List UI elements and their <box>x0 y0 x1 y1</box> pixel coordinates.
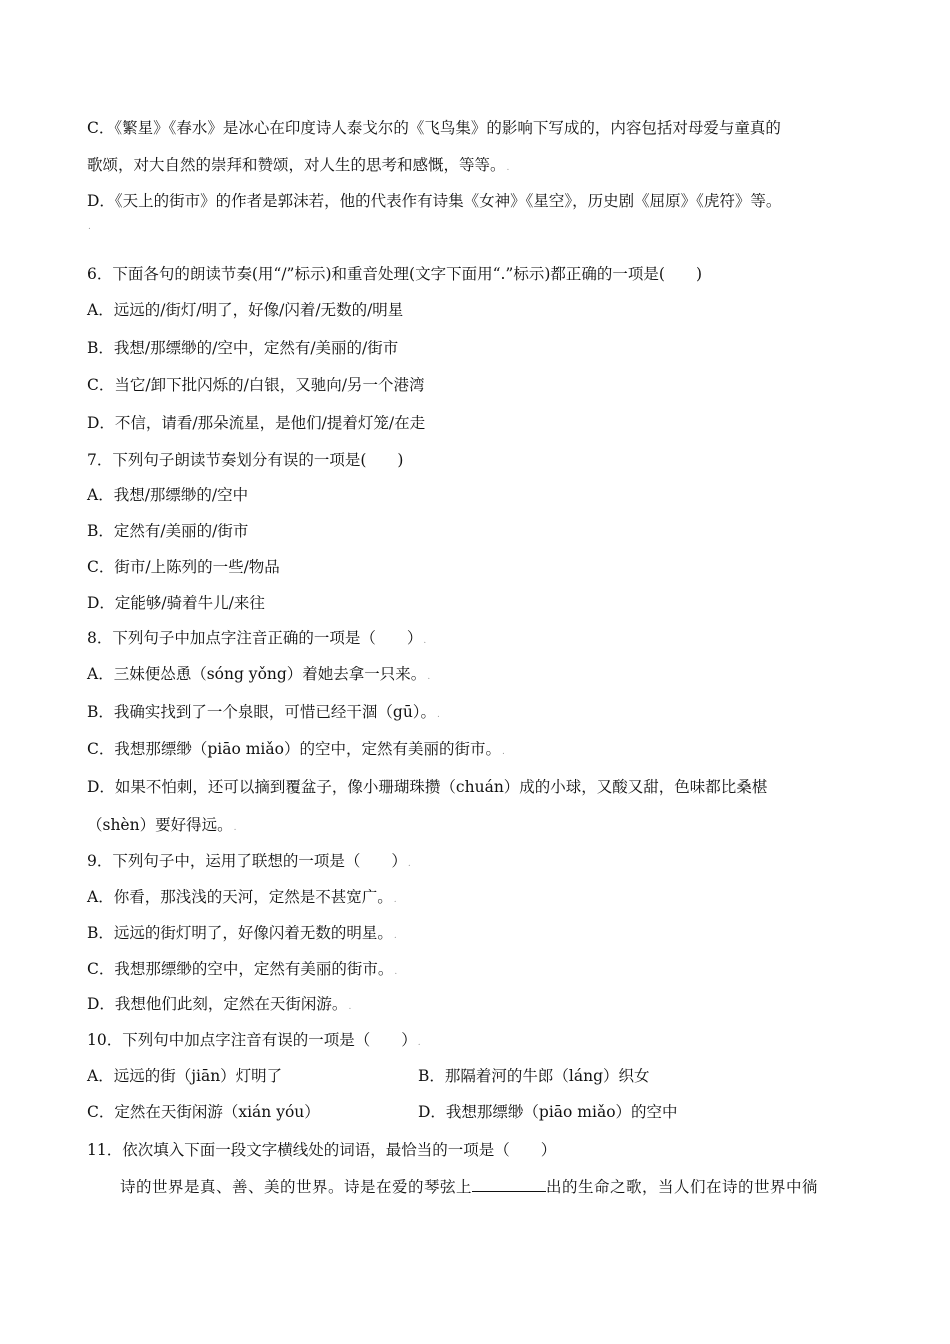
q11-stem: 11．依次填入下面一段文字横线处的词语，最恰当的一项是（ ） <box>87 1141 557 1159</box>
q10-option-c: C．定然在天街闲游（xián yóu） <box>87 1103 320 1121</box>
q8-option-a: A．三妹便怂恿（sóng yǒng）着她去拿一只来。. <box>87 665 431 683</box>
q9-stem: 9．下列句子中，运用了联想的一项是（ ）. <box>87 852 411 870</box>
q8-stem: 8．下列句子中加点字注音正确的一项是（ ）. <box>87 629 427 647</box>
q5-option-c-line2: 歌颂，对大自然的崇拜和赞颂，对人生的思考和感慨，等等。. <box>87 156 510 174</box>
q6-option-b: B．我想/那缥缈的/空中，定然有/美丽的/街市 <box>87 339 399 357</box>
q9-option-a: A．你看，那浅浅的天河，定然是不甚宽广。. <box>87 888 397 906</box>
q7-option-c: C．街市/上陈列的一些/物品 <box>87 558 280 576</box>
q5-option-c-line1: C．《繁星》《春水》是冰心在印度诗人泰戈尔的《飞鸟集》的影响下写成的，内容包括对母爱与童真的 <box>87 119 781 137</box>
q8-option-d-line2: （shèn）要好得远。. <box>87 816 237 834</box>
q7-stem: 7．下列句子朗读节奏划分有误的一项是( ) <box>87 451 404 469</box>
q10-option-d: D．我想那缥缈（piāo miǎo）的空中 <box>418 1103 678 1121</box>
q10-option-a: A．远远的街（jiān）灯明了 <box>87 1067 283 1085</box>
q8-option-d-line1: D．如果不怕刺，还可以摘到覆盆子，像小珊瑚珠攒（chuán）成的小球，又酸又甜，色味都比桑椹 <box>87 778 768 796</box>
fill-in-blank <box>472 1177 546 1192</box>
q6-stem: 6．下面各句的朗读节奏(用“/”标示)和重音处理(文字下面用“.”标示)都正确的一项是( ) <box>87 265 702 283</box>
q9-option-b: B．远远的街灯明了，好像闪着无数的明星。. <box>87 924 397 942</box>
paragraph-mark: . <box>88 222 91 232</box>
q6-option-c: C．当它/卸下批闪烁的/白银，又驰向/另一个港湾 <box>87 376 425 394</box>
q5-option-d: D．《天上的街市》的作者是郭沫若，他的代表作有诗集《女神》《星空》，历史剧《屈原》《虎符》等。 <box>87 192 782 210</box>
q7-option-b: B．定然有/美丽的/街市 <box>87 522 249 540</box>
q6-option-a: A．远远的/街灯/明了，好像/闪着/无数的/明星 <box>87 301 404 319</box>
q6-option-d: D．不信，请看/那朵流星，是他们/提着灯笼/在走 <box>87 414 426 432</box>
q9-option-c: C．我想那缥缈的空中，定然有美丽的街市。. <box>87 960 398 978</box>
q8-option-b: B．我确实找到了一个泉眼，可惜已经干涸（gū）。. <box>87 703 440 721</box>
q7-option-a: A．我想/那缥缈的/空中 <box>87 486 249 504</box>
q7-option-d: D．定能够/骑着牛儿/来往 <box>87 594 265 612</box>
q8-option-c: C．我想那缥缈（piāo miǎo）的空中，定然有美丽的街市。. <box>87 740 505 758</box>
q10-option-b: B．那隔着河的牛郎（láng）织女 <box>418 1067 650 1085</box>
q11-passage: 诗的世界是真、善、美的世界。诗是在爱的琴弦上 出的生命之歌，当人们在诗的世界中徜 <box>120 1178 819 1196</box>
q10-stem: 10．下列句中加点字注音有误的一项是（ ）. <box>87 1031 421 1049</box>
q9-option-d: D．我想他们此刻，定然在天街闲游。. <box>87 995 352 1013</box>
